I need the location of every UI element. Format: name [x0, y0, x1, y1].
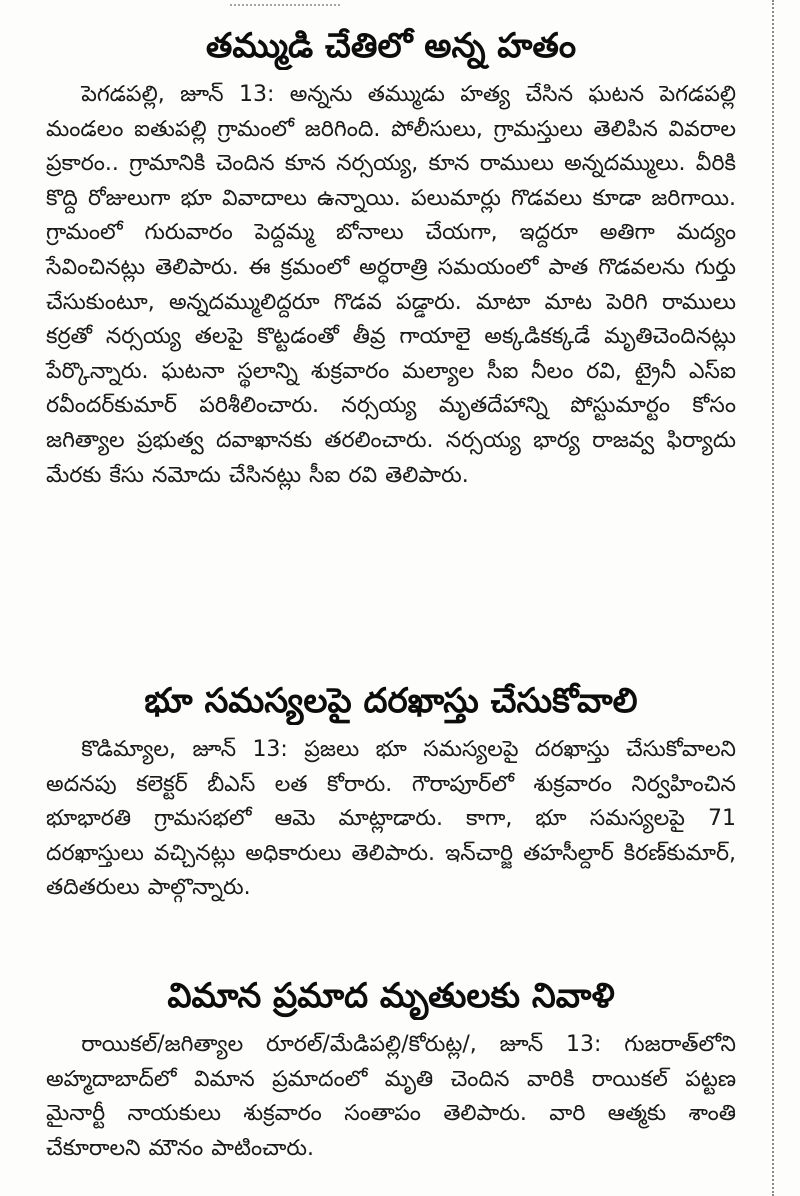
headline: భూ సమస్యలపై దరఖాస్తు చేసుకోవాలి	[144, 681, 638, 721]
article-body: పెగడపల్లి, జూన్ 13: అన్నను తమ్ముడు హత్య చేసిన ఘటన పెగడపల్లి మండలం ఐతుపల్లి గ్రామంలో జరిగింది. పోలీసులు, గ్రామస్తులు తెలిపిన వివరాల ప్రకారం.. గ్రామానికి చెందిన కూన నర్సయ్య, కూన రాములు అన్నదమ్ములు. వీరికి కొద్ది రోజులుగా భూ వివాదాలు ఉన్నాయి. పలుమార్లు గొడవలు కూడా జరిగాయి. గ్రామంలో గురువారం పెద్దమ్మ బోనాలు చేయగా, ఇద్దరూ అతిగా మద్యం సేవించినట్లు తెలిపారు. ఈ క్రమంలో అర్ధరాత్రి సమయంలో పాత గొడవలను గుర్తు చేసుకుంటూ, అన్నదమ్ములిద్దరూ గొడవ పడ్డారు. మాటా మాట పెరిగి రాములు కర్రతో నర్సయ్య తలపై కొట్టడంతో తీవ్ర గాయాలై అక్కడికక్కడే మృతిచెందినట్లు పేర్కొన్నారు. ఘటనా స్థలాన్ని శుక్రవారం మల్యాల సీఐ నీలం రవి, ట్రైనీ ఎస్ఐ రవీందర్‌కుమార్ పరిశీలించారు. నర్సయ్య మృతదేహాన్ని పోస్టుమార్టం కోసం జగిత్యాల ప్రభుత్వ దవాఖానకు తరలించారు. నర్సయ్య భార్య రాజవ్వ ఫిర్యాదు మేరకు కేసు నమోదు చేసినట్లు సీఐ రవి తెలిపారు.	[46, 82, 736, 488]
article-land-issues	[46, 677, 736, 906]
article-brother-killed	[46, 22, 736, 493]
column-divider	[772, 0, 774, 1196]
headline: విమాన ప్రమాద మృతులకు నివాళి	[167, 976, 615, 1016]
article-body: రాయికల్/జగిత్యాల రూరల్/మేడిపల్లి/కోరుట్ల/, జూన్ 13: గుజరాత్‌లోని అహ్మదాబాద్‌లో విమాన ప్రమాదంలో మృతి చెందిన వారికి రాయికల్ పట్టణ మైనార్టీ నాయకులు శుక్రవారం సంతాపం తెలిపారు. వారి ఆత్మకు శాంతి చేకూరాలని మౌనం పాటించారు.	[46, 1032, 736, 1161]
previous-article-fragment	[230, 0, 340, 6]
article-plane-crash-tribute	[46, 972, 736, 1166]
headline: తమ్ముడి చేతిలో అన్న హతం	[205, 26, 577, 66]
article-body: కొడిమ్యాల, జూన్ 13: ప్రజలు భూ సమస్యలపై దరఖాస్తు చేసుకోవాలని అదనపు కలెక్టర్ బీఎస్ లత కోరారు. గౌరాపూర్‌లో శుక్రవారం నిర్వహించిన భూభారతి గ్రామసభలో ఆమె మాట్లాడారు. కాగా, భూ సమస్యలపై 71 దరఖాస్తులు వచ్చినట్లు అధికారులు తెలిపారు. ఇన్‌చార్జి తహసీల్దార్ కిరణ్‌కుమార్, తదితరులు పాల్గొన్నారు.	[46, 737, 736, 901]
